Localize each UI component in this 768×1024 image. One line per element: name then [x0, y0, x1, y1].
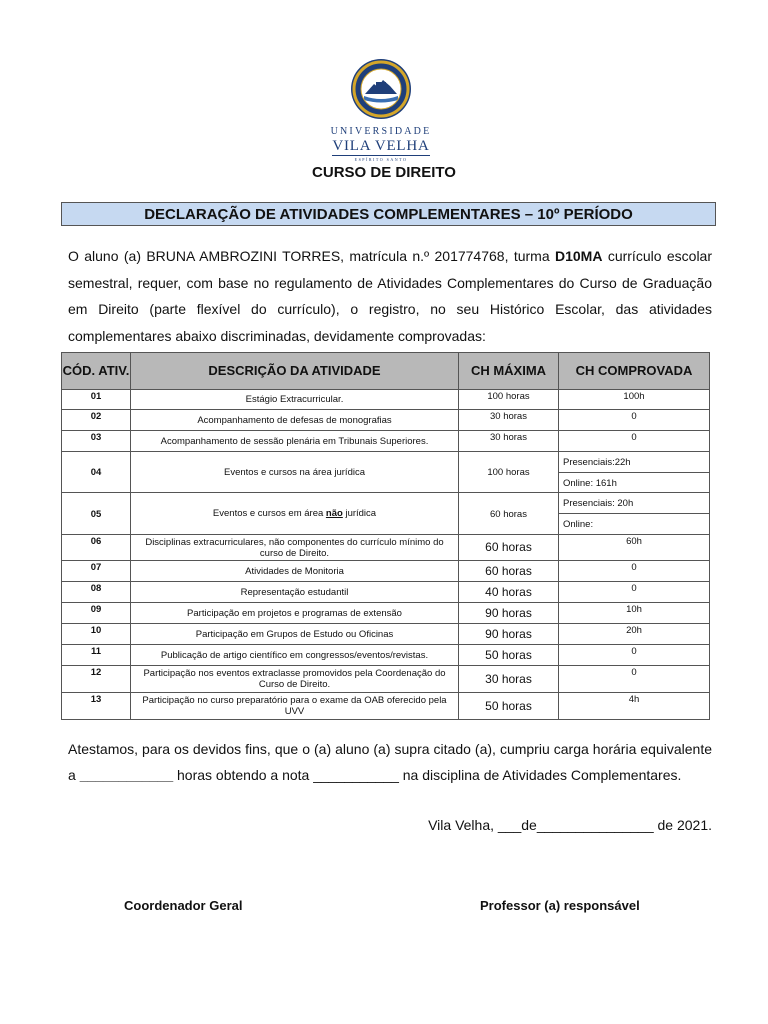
- row-description: Atividades de Monitoria: [131, 561, 459, 582]
- row-ch-comp: 0: [559, 645, 710, 666]
- row-description: Participação em Grupos de Estudo ou Oficinas: [131, 624, 459, 645]
- table-row: [62, 431, 710, 452]
- row-ch-max: 50 horas: [459, 645, 559, 666]
- row-code: 01: [62, 390, 131, 410]
- table-row: [62, 666, 710, 693]
- attest-part2: horas obtendo a nota ___________ na disciplina de Atividades Complementares.: [173, 767, 682, 783]
- intro-after-class: currículo escolar semestral, requer, com base no regulamento de Atividades Complementares do Curso de Graduação em Direito (parte flexível do currículo), o registro, no seu Histórico Escolar, das atividades complementares abaixo discriminadas, devidamente comprovadas:: [68, 248, 712, 344]
- row-code: 10: [62, 624, 131, 645]
- university-logo: [326, 58, 436, 162]
- row-description: Estágio Extracurricular.: [131, 390, 459, 410]
- table-row: [62, 493, 710, 514]
- header-ch-max: CH MÁXIMA: [459, 353, 559, 390]
- row-description: Representação estudantil: [131, 582, 459, 603]
- row-code: 08: [62, 582, 131, 603]
- activities-table: [61, 352, 710, 720]
- row-ch-max: 60 horas: [459, 561, 559, 582]
- row-ch-max: 30 horas: [459, 666, 559, 693]
- row-description: Disciplinas extracurriculares, não componentes do currículo mínimo do curso de Direito.: [131, 535, 459, 561]
- row-ch-comp: 0: [559, 561, 710, 582]
- logo-line3: ESPÍRITO SANTO: [354, 157, 408, 162]
- row-code: 05: [62, 493, 131, 535]
- university-seal-icon: [350, 58, 412, 120]
- row-description: Publicação de artigo científico em congressos/eventos/revistas.: [131, 645, 459, 666]
- attest-part1: Atestamos, para os devidos fins, que o (a) aluno (a) supra citado (a), cumpriu carga horária equivalente a: [68, 741, 712, 783]
- row-description: Acompanhamento de defesas de monografias: [131, 410, 459, 431]
- row-code: 06: [62, 535, 131, 561]
- course-title: CURSO DE DIREITO: [312, 164, 456, 181]
- row-description-part1: Eventos e cursos em área: [212, 508, 326, 519]
- row-ch-max: 100 horas: [459, 390, 559, 410]
- table-row: [62, 603, 710, 624]
- intro-paragraph: [68, 243, 712, 349]
- row-ch-max: 100 horas: [459, 452, 559, 493]
- signature-professor: Professor (a) responsável: [480, 898, 640, 913]
- date-line: Vila Velha, ___de_______________ de 2021.: [428, 817, 712, 833]
- table-row: [62, 582, 710, 603]
- row-ch-max: 50 horas: [459, 693, 559, 720]
- row-ch-comp: 0: [559, 410, 710, 431]
- row-description-part2: jurídica: [342, 508, 377, 519]
- row-ch-comp-online: Online:: [559, 514, 710, 535]
- row-ch-max: 60 horas: [459, 493, 559, 535]
- row-description-underlined: não: [325, 508, 343, 519]
- row-description: Eventos e cursos na área jurídica: [131, 452, 459, 493]
- row-code: 03: [62, 431, 131, 452]
- row-ch-max: 30 horas: [459, 431, 559, 452]
- header-description: DESCRIÇÃO DA ATIVIDADE: [131, 353, 459, 390]
- row-code: 09: [62, 603, 131, 624]
- declaration-title: DECLARAÇÃO DE ATIVIDADES COMPLEMENTARES – 10º PERÍODO: [61, 202, 716, 226]
- row-code: 12: [62, 666, 131, 693]
- row-ch-comp-presencial: Presenciais:22h: [559, 452, 710, 473]
- row-description: Participação em projetos e programas de extensão: [131, 603, 459, 624]
- table-row: [62, 624, 710, 645]
- row-ch-comp-presencial: Presenciais: 20h: [559, 493, 710, 514]
- row-ch-max: 40 horas: [459, 582, 559, 603]
- table-row: [62, 535, 710, 561]
- signature-coordinator: Coordenador Geral: [124, 898, 243, 913]
- row-description: Acompanhamento de sessão plenária em Tribunais Superiores.: [131, 431, 459, 452]
- row-ch-comp: 0: [559, 582, 710, 603]
- row-ch-max: 60 horas: [459, 535, 559, 561]
- attest-hours-blank: ____________: [79, 767, 174, 783]
- row-ch-comp-online: Online: 161h: [559, 473, 710, 493]
- row-ch-comp: 20h: [559, 624, 710, 645]
- row-ch-max: 90 horas: [459, 603, 559, 624]
- row-ch-comp: 0: [559, 666, 710, 693]
- table-row: [62, 452, 710, 473]
- row-code: 02: [62, 410, 131, 431]
- row-code: 13: [62, 693, 131, 720]
- row-ch-max: 30 horas: [459, 410, 559, 431]
- row-ch-max: 90 horas: [459, 624, 559, 645]
- table-row: [62, 693, 710, 720]
- row-ch-comp: 4h: [559, 693, 710, 720]
- logo-line1: UNIVERSIDADE: [330, 126, 432, 137]
- table-row: [62, 390, 710, 410]
- header-ch-comp: CH COMPROVADA: [559, 353, 710, 390]
- table-row: [62, 410, 710, 431]
- logo-line2: VILA VELHA: [332, 138, 430, 154]
- row-code: 11: [62, 645, 131, 666]
- row-description: Participação nos eventos extraclasse promovidos pela Coordenação do Curso de Direito.: [131, 666, 459, 693]
- table-header-row: [62, 353, 710, 390]
- header-code: CÓD. ATIV.: [62, 353, 131, 390]
- row-ch-comp: 100h: [559, 390, 710, 410]
- row-description: [131, 493, 459, 535]
- row-code: 04: [62, 452, 131, 493]
- row-code: 07: [62, 561, 131, 582]
- row-description: Participação no curso preparatório para o exame da OAB oferecido pela UVV: [131, 693, 459, 720]
- row-ch-comp: 10h: [559, 603, 710, 624]
- row-ch-comp: 60h: [559, 535, 710, 561]
- attestation-paragraph: [68, 736, 712, 788]
- intro-class-code: D10MA: [554, 248, 603, 264]
- table-row: [62, 561, 710, 582]
- row-ch-comp: 0: [559, 431, 710, 452]
- intro-before-class: O aluno (a) BRUNA AMBROZINI TORRES, matrícula n.º 201774768, turma: [68, 248, 555, 264]
- table-row: [62, 645, 710, 666]
